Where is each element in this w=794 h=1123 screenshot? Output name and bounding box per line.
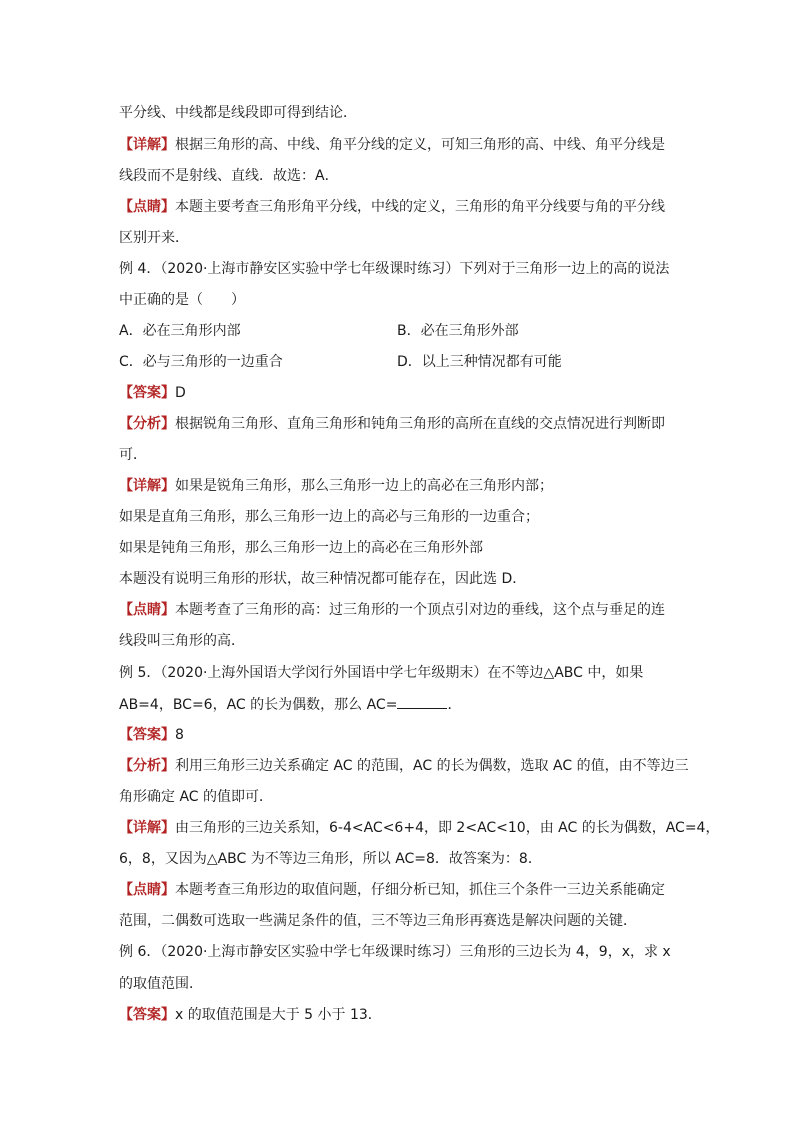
text-line: 【分析】利用三角形三边关系确定 AC 的范围，AC 的长为偶数，选取 AC 的值，由不等边三: [119, 758, 689, 774]
option-b: B．必在三角形外部: [397, 323, 519, 339]
text-line: 【点睛】本题考查三角形边的取值问题，仔细分析已知，抓住三个条件一三边关系能确定: [119, 882, 665, 898]
text-line: 【点睛】本题主要考查三角形角平分线，中线的定义，三角形的角平分线要与角的平分线: [119, 199, 665, 215]
section-tag: 【分析】: [119, 416, 175, 432]
section-tag: 【答案】: [119, 1007, 175, 1023]
section-tag: 【详解】: [119, 478, 175, 494]
text-line: 中正确的是（ ）: [119, 292, 245, 308]
answer-line: 【答案】D: [119, 385, 186, 401]
text-line: AB=4，BC=6，AC 的长为偶数，那么 AC= ．: [119, 694, 679, 715]
section-tag: 【分析】: [119, 758, 175, 774]
text-line: 【点睛】本题考查了三角形的高：过三角形的一个顶点引对边的垂线，这个点与垂足的连: [119, 602, 665, 618]
section-tag: 【详解】: [119, 137, 175, 153]
answer-line: 【答案】8: [119, 727, 184, 743]
text-line: 【详解】根据三角形的高、中线、角平分线的定义，可知三角形的高、中线、角平分线是: [119, 137, 665, 153]
question-heading: 例 4．（2020·上海市静安区实验中学七年级课时练习）下列对于三角形一边上的高的说法: [119, 261, 670, 277]
text-line: 角形确定 AC 的值即可．: [119, 789, 274, 805]
option-a: A．必在三角形内部: [119, 323, 241, 339]
text-line: 【分析】根据锐角三角形、直角三角形和钝角三角形的高所在直线的交点情况进行判断即: [119, 416, 665, 432]
text-line: 如果是直角三角形，那么三角形一边上的高必与三角形的一边重合；: [119, 509, 539, 525]
text-line: 区别开来．: [119, 230, 189, 246]
text-line: 的取值范围．: [119, 976, 203, 992]
section-tag: 【详解】: [119, 820, 175, 836]
option-d: D．以上三种情况都有可能: [397, 354, 562, 370]
text-line: 【详解】如果是锐角三角形，那么三角形一边上的高必在三角形内部；: [119, 478, 553, 494]
section-tag: 【答案】: [119, 385, 175, 401]
question-heading: 例 6．（2020·上海市静安区实验中学七年级课时练习）三角形的三边长为 4，9，x，求 x: [119, 944, 671, 960]
text-line: 平分线、中线都是线段即可得到结论．: [119, 105, 357, 121]
text-line: 范围，二偶数可选取一些满足条件的值，三不等边三角形再赛选是解决问题的关键．: [119, 913, 637, 929]
text-line: 【详解】由三角形的三边关系知，6-4<AC<6+4，即 2<AC<10，由 AC 的长为偶数，AC=4，: [119, 820, 720, 836]
option-row: [119, 352, 679, 372]
answer-blank: [397, 694, 447, 709]
option-c: C．必与三角形的一边重合: [119, 354, 283, 370]
section-tag: 【答案】: [119, 727, 175, 743]
section-tag: 【点睛】: [119, 882, 175, 898]
text-line: 如果是钝角三角形，那么三角形一边上的高必在三角形外部: [119, 540, 483, 556]
question-heading: 例 5．（2020·上海外国语大学闵行外国语中学七年级期末）在不等边△ABC 中，如果: [119, 665, 644, 681]
text-line: 可．: [119, 447, 147, 463]
option-row: [119, 321, 679, 341]
text-line: 线段叫三角形的高．: [119, 633, 245, 649]
text-line: 线段而不是射线、直线．故选：A．: [119, 168, 339, 184]
text-line: 6，8，又因为△ABC 为不等边三角形，所以 AC=8．故答案为：8．: [119, 851, 542, 867]
answer-line: 【答案】x 的取值范围是大于 5 小于 13．: [119, 1007, 382, 1023]
section-tag: 【点睛】: [119, 602, 175, 618]
text-line: 本题没有说明三角形的形状，故三种情况都可能存在，因此选 D．: [119, 571, 527, 587]
section-tag: 【点睛】: [119, 199, 175, 215]
